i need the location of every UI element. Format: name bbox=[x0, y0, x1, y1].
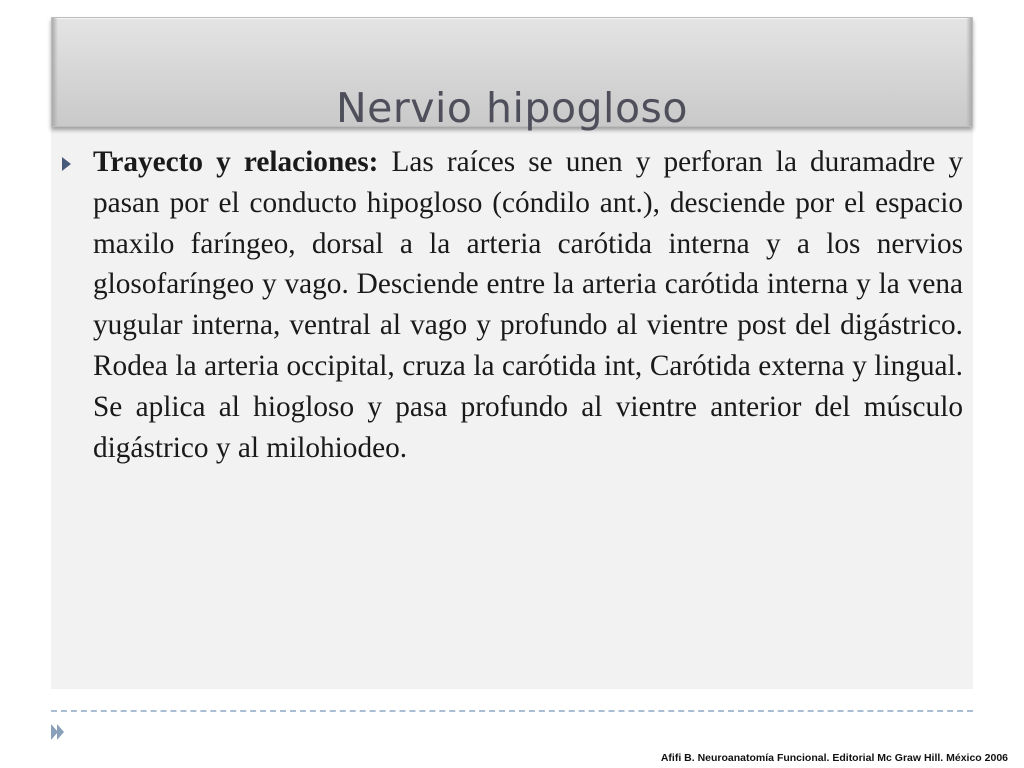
double-chevron-right-icon[interactable] bbox=[50, 722, 66, 742]
bullet-text: Las raíces se unen y perforan la duramadre y pasan por el conducto hipogloso (cóndilo ant.), desciende por el espacio maxilo faríngeo, dorsal a la arteria carótida interna y a los nervios glosofaríngeo y vago. Desciende entre la arteria carótida interna y la vena yugular interna, ventral al vago y profundo al vientre post del digástrico. Rodea la arteria occipital, cruza la carótida int, Carótida externa y lingual. Se aplica al hiogloso y pasa profundo al vientre anterior del músculo digástrico y al milohiodeo. bbox=[93, 146, 964, 464]
footer-credit: Afifi B. Neuroanatomía Funcional. Editorial Mc Graw Hill. México 2006 bbox=[660, 752, 1008, 764]
bullet-term: Trayecto y relaciones: bbox=[93, 146, 379, 178]
slide-title: Nervio hipogloso bbox=[336, 84, 688, 132]
footer-divider bbox=[51, 710, 973, 712]
title-bar bbox=[51, 17, 973, 132]
triangle-bullet-icon bbox=[62, 157, 71, 171]
bullet-paragraph bbox=[93, 142, 963, 468]
